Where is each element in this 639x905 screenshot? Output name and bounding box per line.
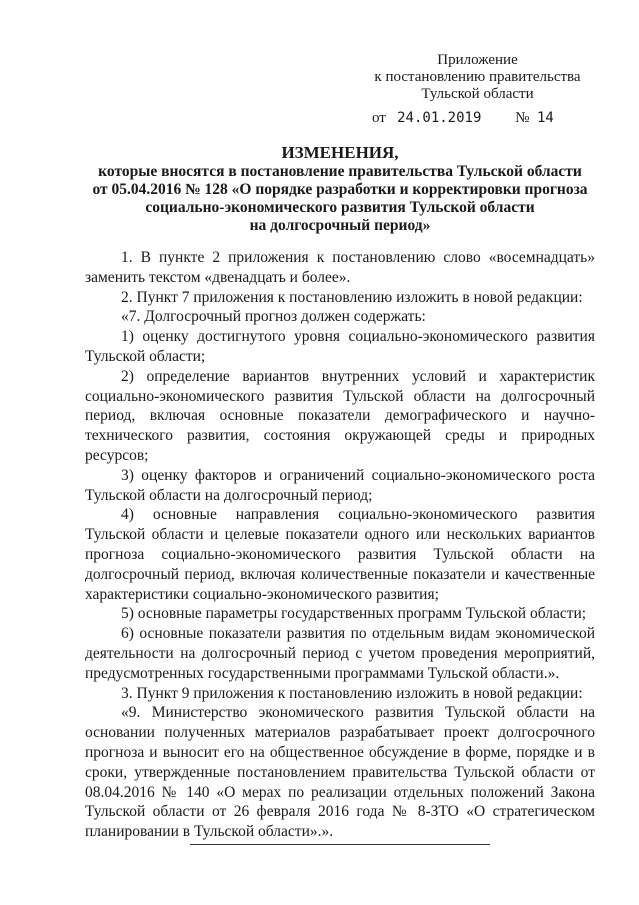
title-line-3: социально-экономического развития Тульской области [145, 199, 535, 216]
paragraph: 2) определение вариантов внутренних условий и характеристик социально-экономического развития Тульской области на долгосрочный период, включая основные показатели демографического и научно-технического развития, состояния окружающей среды и природных ресурсов; [85, 367, 595, 464]
annex-line-1: Приложение [437, 52, 518, 68]
paragraph: 6) основные показатели развития по отдельным видам экономической деятельности на долгосрочный период с учетом проведения мероприятий, предусмотренных государственными программами Тульской области.». [85, 625, 595, 682]
paragraph: 1. В пункте 2 приложения к постановлению слово «восемнадцать» заменить текстом «двенадцать и более». [85, 249, 595, 286]
end-divider [190, 844, 490, 845]
number-label: № [515, 110, 530, 126]
paragraph: 4) основные направления социально-экономического развития Тульской области и целевые показатели одного или нескольких вариантов прогноза социально-экономического развития Тульской области на долгосрочный период, включая количественные показатели и качественные характеристики социально-экономического развития; [85, 506, 595, 603]
paragraph: «7. Долгосрочный прогноз должен содержать: [121, 308, 426, 326]
title-line-4: на долгосрочный период» [249, 217, 431, 234]
annex-header [370, 52, 585, 103]
paragraph: 3. Пункт 9 приложения к постановлению изложить в новой редакции: [121, 684, 583, 702]
annex-line-3: Тульской области [421, 86, 534, 102]
document-title [70, 143, 610, 235]
annex-line-2: к постановлению правительства [374, 69, 581, 85]
paragraph: «9. Министерство экономического развития Тульской области на основании полученных материалов разрабатывает проект долгосрочного прогноза и выносит его на общественное обсуждение в форме, порядке и в сроки, утвержденные постановлением правительства Тульской области от 08.04.2016 № 140 «О мерах по реализации отдельных положений Закона Тульской области от 26 февраля 2016 года № 8-ЗТО «О стратегическом планировании в Тульской области».». [85, 704, 595, 841]
document-body [85, 248, 595, 842]
title-line-2: от 05.04.2016 № 128 «О порядке разработки и корректировки прогноза [92, 181, 588, 198]
paragraph: 3) оценку факторов и ограничений социально-экономического роста Тульской области на долгосрочный период; [85, 466, 595, 504]
date-prefix: от [372, 110, 386, 126]
paragraph: 2. Пункт 7 приложения к постановлению изложить в новой редакции: [121, 288, 583, 306]
title-heading: ИЗМЕНЕНИЯ, [281, 143, 399, 162]
title-line-1: которые вносятся в постановление правительства Тульской области [98, 163, 582, 180]
document-date: 24.01.2019 [397, 110, 482, 126]
date-number-line [372, 110, 582, 127]
paragraph: 5) основные параметры государственных программ Тульской области; [121, 605, 587, 623]
paragraph: 1) оценку достигнутого уровня социально-экономического развития Тульской области; [85, 328, 595, 365]
document-number: 14 [536, 110, 554, 126]
